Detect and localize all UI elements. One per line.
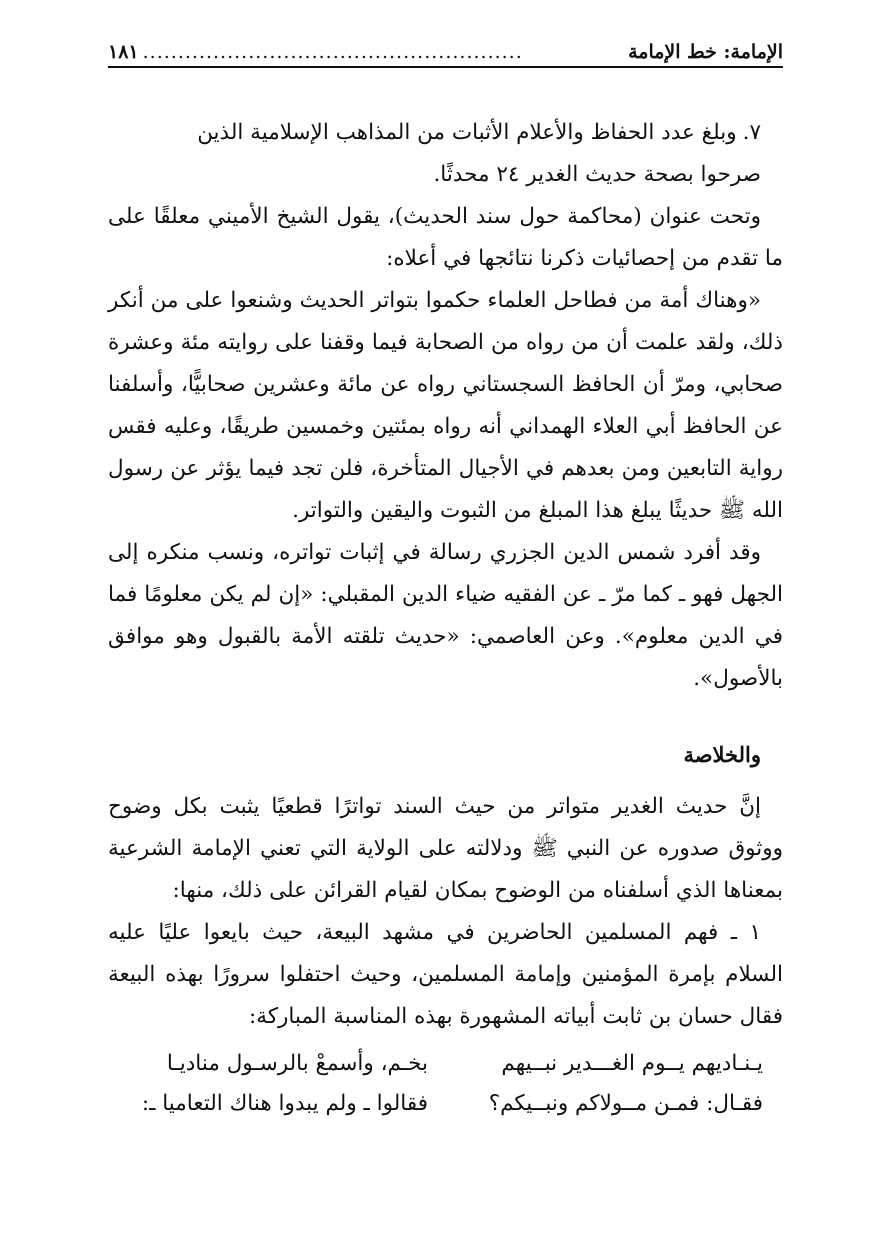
list-item-7-continuation	[108, 154, 783, 196]
book-page	[108, 30, 783, 1220]
page-number: ١٨١	[108, 41, 139, 63]
poem-verse-2	[108, 1084, 783, 1124]
list-item-7	[108, 112, 783, 154]
list-item-7-number: ٧.	[742, 120, 761, 145]
poem-verse-2-second-hemistich: فقالوا ـ ولم يبدوا هناك التعاميا ـ:	[141, 1091, 428, 1116]
poem-verse-1	[108, 1044, 783, 1084]
paragraph-summary: إنَّ حديث الغدير متواتر من حيث السند تواترًا قطعيًا يثبت بكل وضوح ووثوق صدوره عن النبي ﷺ ودلالته على الولاية التي تعني الإمامة الشرعية بمعناها الذي أسلفناه من الوضوح بمكان لقيام القرائن على ذلك، منها:	[108, 794, 783, 903]
list-item-7-text-line2: صرحوا بصحة حديث الغدير ٢٤ محدثًا.	[433, 162, 761, 187]
paragraph-jazari: وقد أفرد شمس الدين الجزري رسالة في إثبات تواتره، ونسب منكره إلى الجهل فهو ـ كما مرّ ـ عن الفقيه ضياء الدين المقبلي: «إن لم يكن معلومًا فما في الدين معلوم». وعن العاصمي: «حديث تلقته الأمة بالقبول وهو موافق بالأصول».	[108, 540, 783, 691]
poem-verse-2-first-hemistich: فقـال: فمـن مــولاكم ونبــيكم؟	[488, 1091, 763, 1116]
poem-verse-1-first-hemistich: يـنـاديهم يــوم الغـــدير نبــيهم	[501, 1051, 763, 1076]
leader-dots: ......................................................	[142, 43, 523, 62]
poem-verse-1-second-hemistich: بخـم، وأسمعْ بالرسـول مناديـا	[166, 1051, 428, 1076]
list-item-1: ١ ـ فهم المسلمين الحاضرين في مشهد البيعة، حيث بايعوا عليًا عليه السلام بإمرة المؤمنين وإمامة المسلمين، وحيث احتفلوا سرورًا بهذه البيعة فقال حسان بن ثابت أبياته المشهورة بهذه المناسبة المباركة:	[108, 920, 783, 1029]
chapter-title: الإمامة: خط الإمامة	[628, 41, 783, 63]
list-item-7-text-line1: وبلغ عدد الحفاظ والأعلام الأثبات من المذاهب الإسلامية الذين	[197, 120, 737, 145]
paragraph-intro: وتحت عنوان (محاكمة حول سند الحديث)، يقول الشيخ الأميني معلقًا على ما تقدم من إحصائيات ذكرنا نتائجها في أعلاه:	[108, 204, 783, 271]
page-body	[108, 112, 783, 1124]
quotation-paragraph: «وهناك أمة من فطاحل العلماء حكموا بتواتر الحديث وشنعوا على من أنكر ذلك، ولقد علمت أن من رواه من الصحابة فيما وقفنا على روايته مئة وعشرة صحابي، ومرّ أن الحافظ السجستاني رواه عن مائة وعشرين صحابيًّا، وأسلفنا عن الحافظ أبي العلاء الهمداني أنه رواه بمئتين وخمسين طريقًا، وعليه فقس رواية التابعين ومن بعدهم في الأجيال المتأخرة، فلن تجد فيما يؤثر عن رسول الله ﷺ حديثًا يبلغ هذا المبلغ من الثبوت واليقين والتواتر.	[108, 288, 783, 523]
header-rule	[108, 66, 783, 68]
section-heading: والخلاصة	[683, 742, 761, 767]
running-header	[108, 30, 783, 62]
poem-verses	[108, 1044, 783, 1124]
